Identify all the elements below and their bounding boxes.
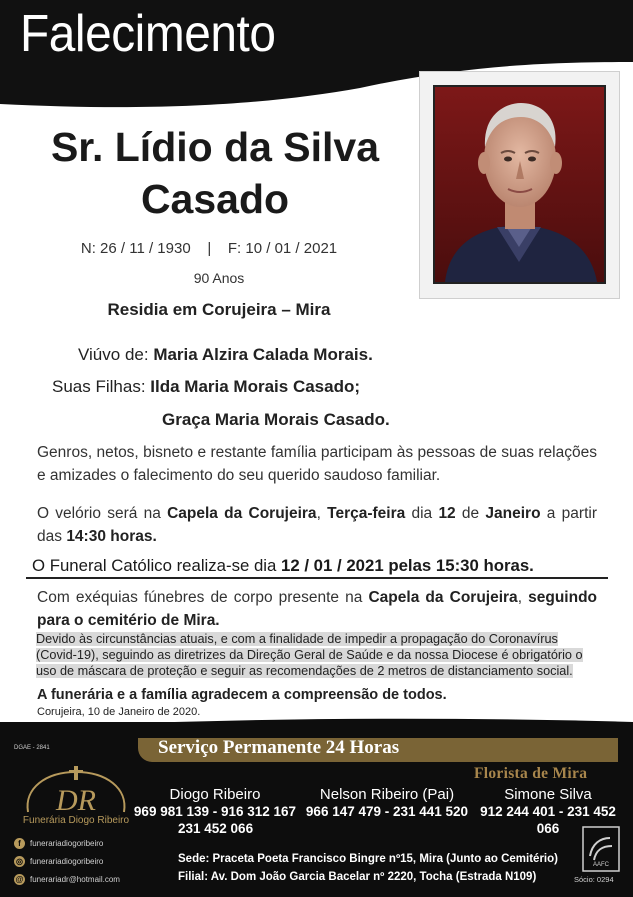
funeral-underline — [26, 577, 608, 579]
daughter-2: Graça Maria Morais Casado. — [162, 410, 390, 429]
covid-notice — [36, 631, 598, 679]
age: 90 Anos — [193, 270, 245, 286]
covid-notice-text: Devido às circunstâncias atuais, e com a finalidade de impedir a propagação do Coronavírus (Covid-19), seguindo as diretrizes da Direção Geral de Saúde e da nossa Diocese é obrigatório o uso de máscara de proteção e seguir as recomendações de 2 metros de distanciamento social. — [36, 632, 583, 678]
service-text: Serviço Permanente 24 Horas — [158, 737, 400, 758]
contact-phone[interactable]: 966 147 479 - 231 441 520 — [305, 804, 469, 819]
social-instagram[interactable] — [14, 856, 103, 867]
contact-name: Nelson Ribeiro (Pai) — [319, 786, 455, 803]
place-date: Corujeira, 10 de Janeiro de 2020. — [37, 706, 201, 718]
florist-name: Florista de Mira — [474, 765, 588, 782]
facebook-icon: f — [14, 838, 25, 849]
contact-phone[interactable]: 969 981 139 - 916 312 167 — [133, 804, 297, 819]
daughter-2-line — [162, 410, 390, 430]
exequies-info: Com exéquias fúnebres de corpo presente na Capela da Corujeira, seguindo para o cemitério de Mira. — [37, 589, 598, 629]
deceased-portrait — [433, 85, 606, 284]
email-icon: @ — [15, 875, 24, 884]
social-facebook-label: funerariadiogoribeiro — [30, 839, 104, 848]
member-number: Sócio: 0294 — [574, 875, 614, 884]
deceased-name: Sr. Lídio da Silva — [50, 124, 380, 170]
social-instagram-label: funerariadiogoribeiro — [30, 857, 104, 866]
aafc-label: AAFC — [592, 862, 610, 868]
widower-line — [78, 345, 373, 365]
license-number: DGAE - 2841 — [14, 745, 50, 751]
contact-name: Diogo Ribeiro — [169, 786, 261, 803]
social-facebook[interactable] — [14, 838, 103, 849]
contact-nelson — [304, 786, 470, 820]
daughters-line — [52, 377, 360, 397]
instagram-icon: ◎ — [14, 856, 25, 867]
contact-name: Simone Silva — [504, 786, 592, 803]
residence: Residia em Corujeira – Mira — [107, 300, 331, 319]
logo-name: Funerária Diogo Ribeiro — [22, 815, 130, 826]
deceased-surname: Casado — [140, 176, 290, 222]
social-email[interactable] — [14, 874, 120, 885]
aafc-member-logo — [582, 826, 620, 872]
page-title: Falecimento — [20, 5, 276, 63]
contact-phone-2[interactable]: 231 452 066 — [178, 821, 254, 836]
daughters-label: Suas Filhas: — [52, 377, 146, 396]
address-branch: Filial: Av. Dom João Garcia Bacelar nº 2220, Tocha (Estrada N109) — [178, 871, 537, 883]
wake-info: O velório será na Capela da Corujeira, Terça-feira dia 12 de Janeiro a partir das 14:30 horas. — [37, 505, 597, 545]
portrait-frame — [419, 71, 620, 299]
logo-initials: DR — [56, 784, 96, 817]
contact-diogo — [130, 786, 300, 837]
family-announcement: Genros, netos, bisneto e restante família participam às pessoas de suas relações e amizades o falecimento do seu querido saudoso familiar. — [37, 444, 597, 484]
birth-death-dates: N: 26 / 11 / 1930 | F: 10 / 01 / 2021 — [80, 240, 338, 257]
contact-phone[interactable]: 912 244 401 - 231 452 066 — [480, 804, 616, 836]
widower-name: Maria Alzira Calada Morais. — [153, 345, 373, 364]
daughter-1: Ilda Maria Morais Casado; — [150, 377, 361, 396]
widower-label: Viúvo de: — [78, 345, 149, 364]
funeral-info: O Funeral Católico realiza-se dia 12 / 01 / 2021 pelas 15:30 horas. — [32, 556, 534, 575]
address-main: Sede: Praceta Poeta Francisco Bingre nº15, Mira (Junto ao Cemitério) — [178, 853, 558, 865]
social-email-label: funerariadr@hotmail.com — [30, 875, 120, 884]
thanks-message: A funerária e a família agradecem a compreensão de todos. — [37, 687, 447, 703]
